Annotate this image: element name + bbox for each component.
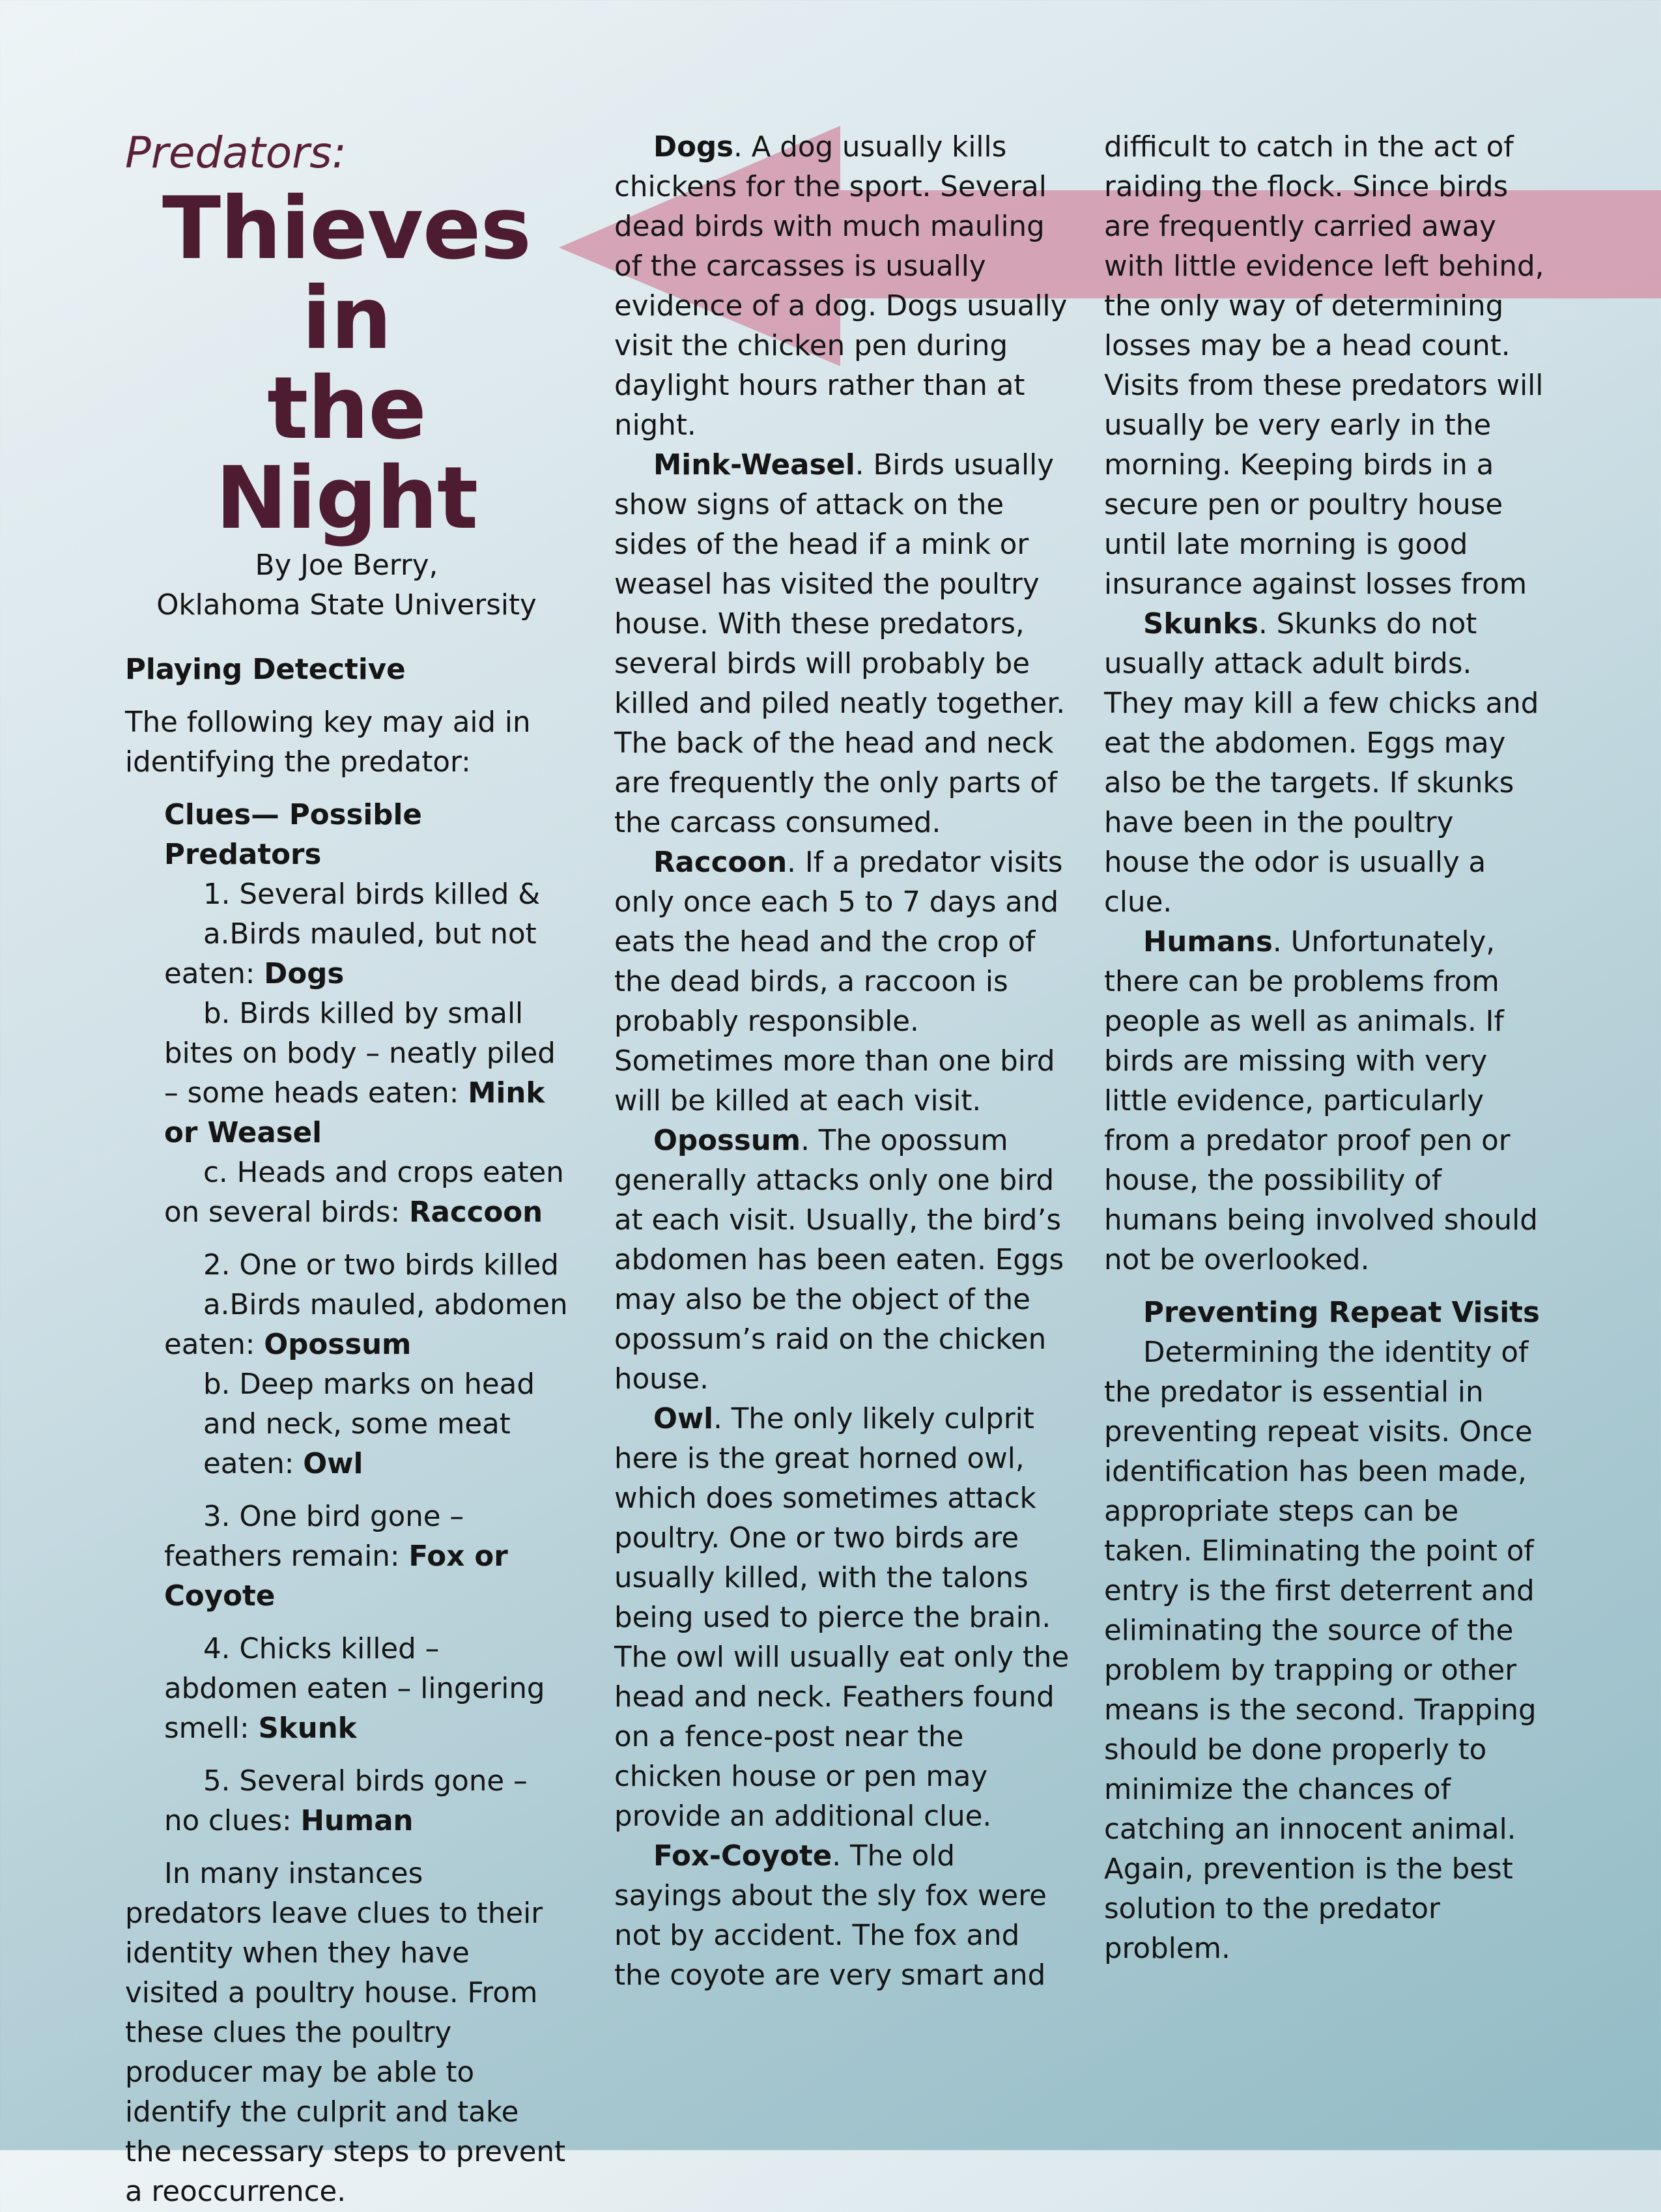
clue-2a: a.Birds mauled, abdomen eaten: Opossum: [164, 1289, 568, 1361]
predator-name: Fox-Coyote: [653, 1840, 832, 1873]
predator-fox-coyote-continued: difficult to catch in the act of raiding the flock. Since birds are frequently carried away with little evidence left behind, the only way of determining losses may be a head count. Visits from these predators will usually be very early in the morning. Keeping birds in a secure pen or poultry house until late morning is good insurance against losses from: [1104, 131, 1544, 601]
predator-dogs: Dogs. A dog usually kills chickens for the sport. Several dead birds with much mauling of the carcasses is usually evidence of a dog. Dogs usually visit the chicken pen during daylight hours rather than at night.: [614, 131, 1068, 442]
fox-coyote-continued: [1104, 128, 1547, 605]
predator-mink-weasel: Mink-Weasel. Birds usually show signs of attack on the sides of the head if a mink or weasel has visited the poultry house. With these predators, several birds will probably be killed and piled neatly together. The back of the head and neck are frequently the only parts of the carcass consumed.: [614, 449, 1066, 839]
prevention-heading: Preventing Repeat Visits: [1143, 1297, 1540, 1329]
closing-paragraph: In many instances predators leave clues to their identity when they have visited a poultry house. From these clues the poultry producer may be able to identify the culprit and take the necessary steps to prevent a reoccurrence.: [125, 1858, 566, 2208]
column-middle: [614, 128, 1070, 1996]
clue-1a: a.Birds mauled, but not eaten: Dogs: [164, 918, 537, 990]
clue-key: [125, 796, 568, 1841]
clue-1c: c. Heads and crops eaten on several birds: Raccoon: [164, 1156, 564, 1229]
section-heading: Playing Detective: [125, 654, 406, 686]
clue-5: 5. Several birds gone – no clues: Human: [164, 1765, 528, 1837]
clue-4: 4. Chicks killed – abdomen eaten – lingering smell: Skunk: [164, 1633, 545, 1745]
title-kicker: Predators:: [125, 128, 347, 178]
clue-2b: b. Deep marks on head and neck, some meat eaten: Owl: [203, 1368, 535, 1480]
predator-name: Owl: [653, 1403, 714, 1435]
predator-raccoon: Raccoon. If a predator visits only once each 5 to 7 days and eats the head and the crop of the dead birds, a raccoon is probably responsible. Sometimes more than one bird will be killed at each visit.: [614, 846, 1063, 1117]
clue-3: 3. One bird gone – feathers remain: Fox or Coyote: [164, 1501, 508, 1613]
byline-author: By Joe Berry,: [255, 549, 438, 582]
page-title-line2: the Night: [215, 358, 478, 549]
page-title-line1: Thieves in: [162, 179, 531, 369]
predator-fox-coyote: Fox-Coyote. The old sayings about the sly fox were not by accident. The fox and the coyote are very smart and: [614, 1840, 1047, 1992]
predator-name: Mink-Weasel: [653, 449, 855, 481]
predator-name: Dogs: [653, 131, 734, 164]
clue-1: 1. Several birds killed &: [203, 878, 541, 911]
clue-1b: b. Birds killed by small bites on body – neatly piled – some heads eaten: Mink or Weasel: [164, 998, 556, 1149]
predator-name: Humans: [1143, 926, 1273, 958]
clues-heading: Clues— Possible Predators: [164, 799, 422, 871]
prevention-paragraph: Determining the identity of the predator is essential in preventing repeat visits. Once identification has been made, appropriate steps can be taken. Eliminating the point of entry is the first deterrent and eliminating the source of the problem by trapping or other means is the second. Trapping should be done properly to minimize the chances of catching an innocent animal. Again, prevention is the best solution to the predator problem.: [1104, 1336, 1537, 1965]
predator-name: Opossum: [653, 1125, 801, 1157]
byline: [125, 546, 568, 625]
predator-skunks: Skunks. Skunks do not usually attack adult birds. They may kill a few chicks and eat the abdomen. Eggs may also be the targets. If skunks have been in the poultry house the odor is usually a clue.: [1104, 608, 1539, 919]
predator-humans: Humans. Unfortunately, there can be problems from people as well as animals. If birds are missing with very little evidence, particularly from a predator proof pen or house, the possibility of humans being involved should not be overlooked.: [1104, 926, 1538, 1276]
clue-2: 2. One or two birds killed: [203, 1249, 559, 1282]
predator-name: Raccoon: [653, 846, 788, 879]
intro-paragraph: The following key may aid in identifying the predator:: [125, 706, 531, 779]
predator-opossum: Opossum. The opossum generally attacks only one bird at each visit. Usually, the bird’s abdomen has been eaten. Eggs may also be the object of the opossum’s raid on the chicken house.: [614, 1125, 1064, 1396]
predator-owl: Owl. The only likely culprit here is the great horned owl, which does sometimes attack poultry. One or two birds are usually killed, with the talons being used to pierce the brain. The owl will usually eat only the head and neck. Feathers found on a fence-post near the chicken house or pen may provide an additional clue.: [614, 1403, 1070, 1833]
column-left: [125, 128, 568, 2212]
column-right: [1104, 128, 1547, 1969]
predator-name: Skunks: [1143, 608, 1259, 640]
byline-affiliation: Oklahoma State University: [156, 589, 537, 622]
page-title: [125, 179, 568, 549]
